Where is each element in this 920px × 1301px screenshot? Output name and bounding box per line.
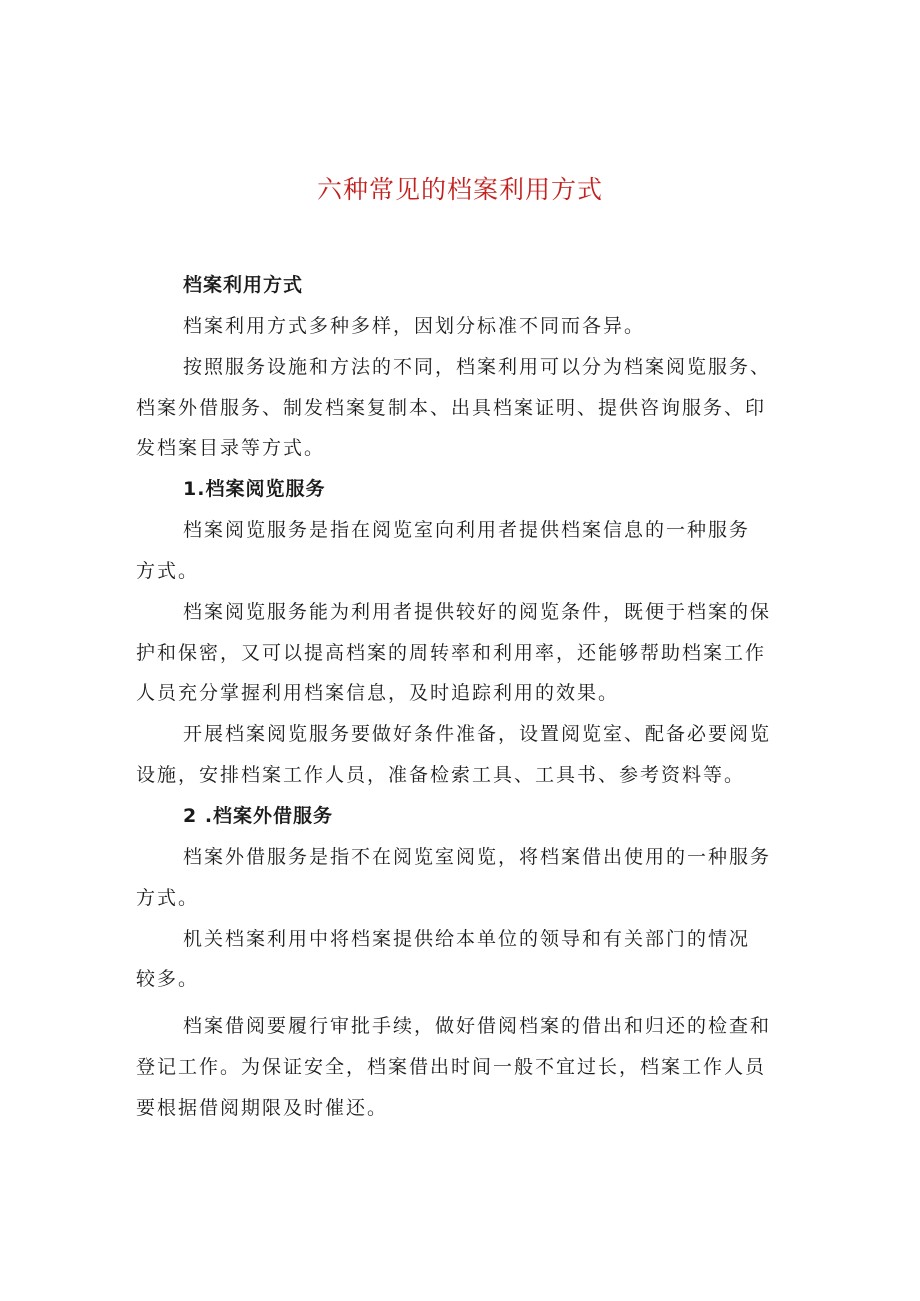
intro-paragraph-2-line-2: 档案外借服务、制发档案复制本、出具档案证明、提供咨询服务、印 — [136, 397, 767, 419]
heading-reading-service: 1.档案阅览服务 — [183, 478, 326, 500]
reading-paragraph-3-line-1: 开展档案阅览服务要做好条件准备，设置阅览室、配备必要阅览 — [183, 723, 772, 745]
reading-paragraph-3-line-2: 设施，安排档案工作人员，准备检索工具、工具书、参考资料等。 — [136, 764, 746, 786]
lending-paragraph-1-line-2: 方式。 — [136, 887, 200, 909]
reading-paragraph-2-line-2: 护和保密，又可以提高档案的周转率和利用率，还能够帮助档案工作 — [136, 642, 767, 664]
reading-paragraph-1-line-2: 方式。 — [136, 560, 200, 582]
reading-paragraph-1-line-1: 档案阅览服务是指在阅览室向利用者提供档案信息的一种服务 — [183, 519, 751, 541]
heading-lending-service: 2 .档案外借服务 — [183, 805, 334, 827]
lending-paragraph-2-line-2: 较多。 — [136, 968, 200, 990]
section-heading: 档案利用方式 — [183, 274, 304, 296]
lending-paragraph-3-line-2: 登记工作。为保证安全，档案借出时间一般不宜过长，档案工作人员 — [136, 1056, 767, 1078]
reading-paragraph-2-line-3: 人员充分掌握利用档案信息，及时追踪利用的效果。 — [136, 682, 620, 704]
lending-paragraph-3-line-3: 要根据借阅期限及时催还。 — [136, 1097, 389, 1119]
intro-paragraph-1: 档案利用方式多种多样，因划分标准不同而各异。 — [183, 315, 646, 337]
lending-paragraph-1-line-1: 档案外借服务是指不在阅览室阅览，将档案借出使用的一种服务 — [183, 846, 772, 868]
lending-paragraph-3-line-1: 档案借阅要履行审批手续，做好借阅档案的借出和归还的检查和 — [183, 1015, 772, 1037]
intro-paragraph-2-line-1: 按照服务设施和方法的不同，档案利用可以分为档案阅览服务、 — [183, 356, 772, 378]
document-title: 六种常见的档案利用方式 — [316, 175, 603, 204]
lending-paragraph-2-line-1: 机关档案利用中将档案提供给本单位的领导和有关部门的情况 — [183, 928, 751, 950]
reading-paragraph-2-line-1: 档案阅览服务能为利用者提供较好的阅览条件，既便于档案的保 — [183, 601, 772, 623]
intro-paragraph-2-line-3: 发档案目录等方式。 — [136, 437, 326, 459]
